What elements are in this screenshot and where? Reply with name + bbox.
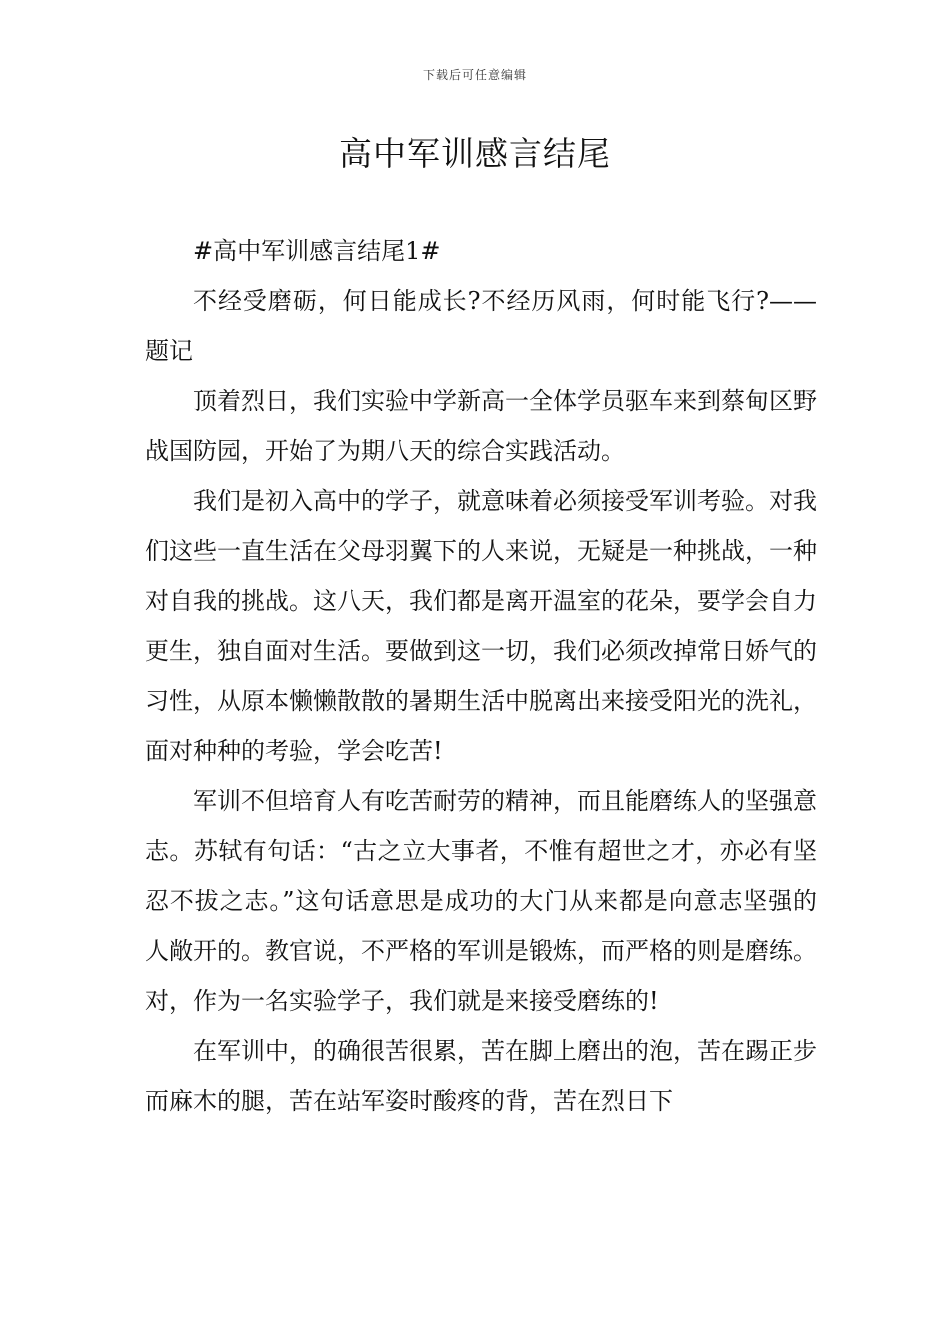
body-paragraph: 顶着烈日，我们实验中学新高一全体学员驱车来到蔡甸区野战国防园，开始了为期八天的综合实践活动。 <box>145 387 817 465</box>
epigraph-paragraph: 不经受磨砺，何日能成长?不经历风雨，何时能飞行?——题记 <box>145 287 817 365</box>
header-note: 下载后可任意编辑 <box>422 68 527 82</box>
body-paragraph: 军训不但培育人有吃苦耐劳的精神，而且能磨练人的坚强意志。苏轼有句话：“古之立大事者，不惟有超世之才，亦必有坚忍不拔之志。”这句话意思是成功的大门从来都是向意志坚强的人敞开的。教官说，不严格的军训是锻炼，而严格的则是磨练。对，作为一名实验学子，我们就是来接受磨练的! <box>145 787 817 1015</box>
section-heading: #高中军训感言结尾1# <box>193 237 441 265</box>
body-paragraph: 在军训中，的确很苦很累，苦在脚上磨出的泡，苦在踢正步而麻木的腿，苦在站军姿时酸疼的背，苦在烈日下 <box>145 1037 817 1115</box>
body-paragraph: 我们是初入高中的学子，就意味着必须接受军训考验。对我们这些一直生活在父母羽翼下的人来说，无疑是一种挑战，一种对自我的挑战。这八天，我们都是离开温室的花朵，要学会自力更生，独自面对生活。要做到这一切，我们必须改掉常日娇气的习性，从原本懒懒散散的暑期生活中脱离出来接受阳光的洗礼，面对种种的考验，学会吃苦! <box>145 487 817 765</box>
document-body <box>145 226 817 1126</box>
document-title: 高中军训感言结尾 <box>339 134 611 173</box>
